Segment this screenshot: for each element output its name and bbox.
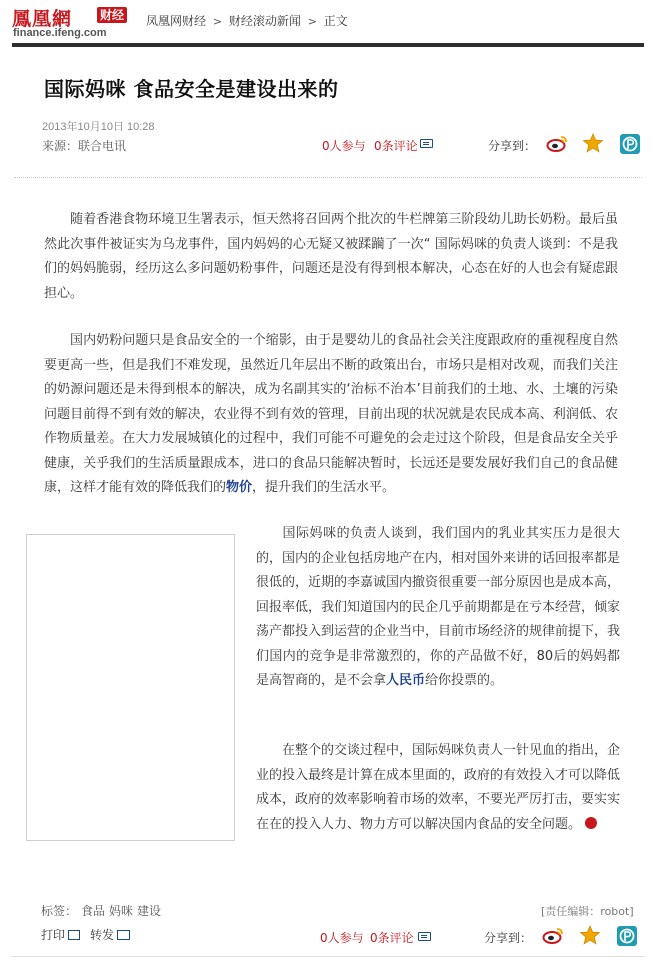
header-rule <box>12 43 644 47</box>
envelope-icon[interactable] <box>117 930 130 940</box>
article-source: 来源：联合电讯 <box>42 139 127 153</box>
qzone-p-icon[interactable] <box>617 926 637 946</box>
paragraph-text: 在整个的交谈过程中，国际妈咪负责人一针见血的指出，企业的投入最终是计算在成本里面的，政府的有效投入才可以降低成本，政府的效率影响着市场的效率，不要光严厉打击，要实实在在的投入人力、物力方可以解决国内食品的安全问题。 <box>256 743 621 832</box>
footer-participants-link[interactable]: 0人参与 <box>320 931 364 945</box>
publish-date: 2013年10月10日 10:28 <box>42 121 155 133</box>
paragraph-text: 国际妈咪的负责人谈到，我们国内的乳业其实压力是很大的，国内的企业包括房地产在内，相对国外来讲的话回报率都是很低的，近期的李嘉诚国内撤资很重要一部分原因也是成本高，回报率低，我们知道国内的民企几乎前期都是在亏本经营，倾家荡产都投入到运营的企业当中，目前市场经济的规律前提下，我们国内的竞争是非常激烈的，你的产品做不好，80后的妈妈都是高智商的，是不会拿 <box>256 526 621 688</box>
participants-link[interactable]: 0人参与 <box>322 139 366 153</box>
printer-icon[interactable] <box>68 930 80 940</box>
paragraph-text: 随着香港食物环境卫生署表示，恒天然将召回两个批次的牛栏牌第三阶段幼儿助长奶粉。最后虽然此次事件被证实为乌龙事件，国内妈妈的心无疑又被蹂躏了一次“ 国际妈咪的负责人谈到：不是我们的妈妈脆弱，经历这么多问题奶粉事件，问题还是没有得到根本解决，心态在好的人也会有疑虑跟担心。 <box>44 212 618 301</box>
article-paragraph <box>256 522 620 694</box>
comment-icon[interactable] <box>418 932 431 941</box>
qzone-p-icon[interactable] <box>620 134 640 154</box>
site-logo[interactable]: 鳳凰網 <box>12 8 73 30</box>
footer-comments-link[interactable]: 0条评论 <box>370 931 414 945</box>
article-paragraph <box>44 329 618 501</box>
ifeng-end-icon <box>585 817 597 829</box>
comment-icon[interactable] <box>420 139 433 148</box>
article-paragraph <box>44 208 618 306</box>
title-divider <box>14 177 642 178</box>
paragraph-text: ，提升我们的生活水平。 <box>252 480 396 495</box>
breadcrumb-rolling-news[interactable]: 财经滚动新闻 <box>228 14 301 28</box>
page-title: 国际妈咪 食品安全是建设出来的 <box>44 77 339 101</box>
weibo-icon[interactable] <box>546 134 568 152</box>
comments-link[interactable]: 0条评论 <box>374 139 418 153</box>
breadcrumb-current: 正文 <box>323 14 348 28</box>
footer-rule <box>12 956 644 957</box>
forward-link[interactable]: 转发 <box>90 928 115 942</box>
favorite-star-icon[interactable] <box>579 925 601 945</box>
logo-badge: 财经 <box>97 7 127 23</box>
article-image-placeholder <box>26 534 235 841</box>
tags-label: 标签： <box>41 904 78 918</box>
paragraph-text: 国内奶粉问题只是食品安全的一个缩影，由于是婴幼儿的食品社会关注度跟政府的重视程度自然要更高一些，但是我们不难发现，虽然近几年层出不断的政策出台，市场只是相对改观，而我们关注的奶源问题还是未得到根本的解决，成为名副其实的‘治标不治本’目前我们的土地、水、土壤的污染问题目前得不到有效的解决，农业得不到有效的管理，目前出现的状况就是农民成本高、利润低、农作物质量差。在大力发展城镇化的过程中，我们可能不可避免的会走过这个阶段，但是食品安全关乎健康，关乎我们的生活质量跟成本，进口的食品只能解决暂时，长远还是要发展好我们自己的食品健康，这样才能有效的降低我们的 <box>44 333 618 495</box>
tag-link[interactable]: 建设 <box>137 904 162 918</box>
tag-link[interactable]: 妈咪 <box>109 904 134 918</box>
print-link[interactable]: 打印 <box>41 928 66 942</box>
paragraph-text: 给你投票的。 <box>425 673 504 688</box>
breadcrumb-separator: > <box>307 15 317 28</box>
breadcrumb-separator: > <box>212 15 223 28</box>
breadcrumb <box>146 12 348 29</box>
tag-link[interactable]: 食品 <box>81 904 106 918</box>
responsible-editor: [责任编辑：robot] <box>541 905 634 918</box>
keyword-link-price[interactable]: 物价 <box>226 480 253 495</box>
keyword-link-rmb[interactable]: 人民币 <box>386 673 426 688</box>
tag-list <box>41 902 161 919</box>
favorite-star-icon[interactable] <box>582 133 604 153</box>
logo-domain: finance.ifeng.com <box>13 27 107 39</box>
footer-share-label: 分享到： <box>484 931 533 945</box>
breadcrumb-home[interactable]: 凤凰网财经 <box>146 14 207 28</box>
share-label: 分享到： <box>488 139 537 153</box>
article-paragraph <box>256 739 620 837</box>
weibo-icon[interactable] <box>542 926 564 944</box>
print-forward-row <box>41 926 130 943</box>
